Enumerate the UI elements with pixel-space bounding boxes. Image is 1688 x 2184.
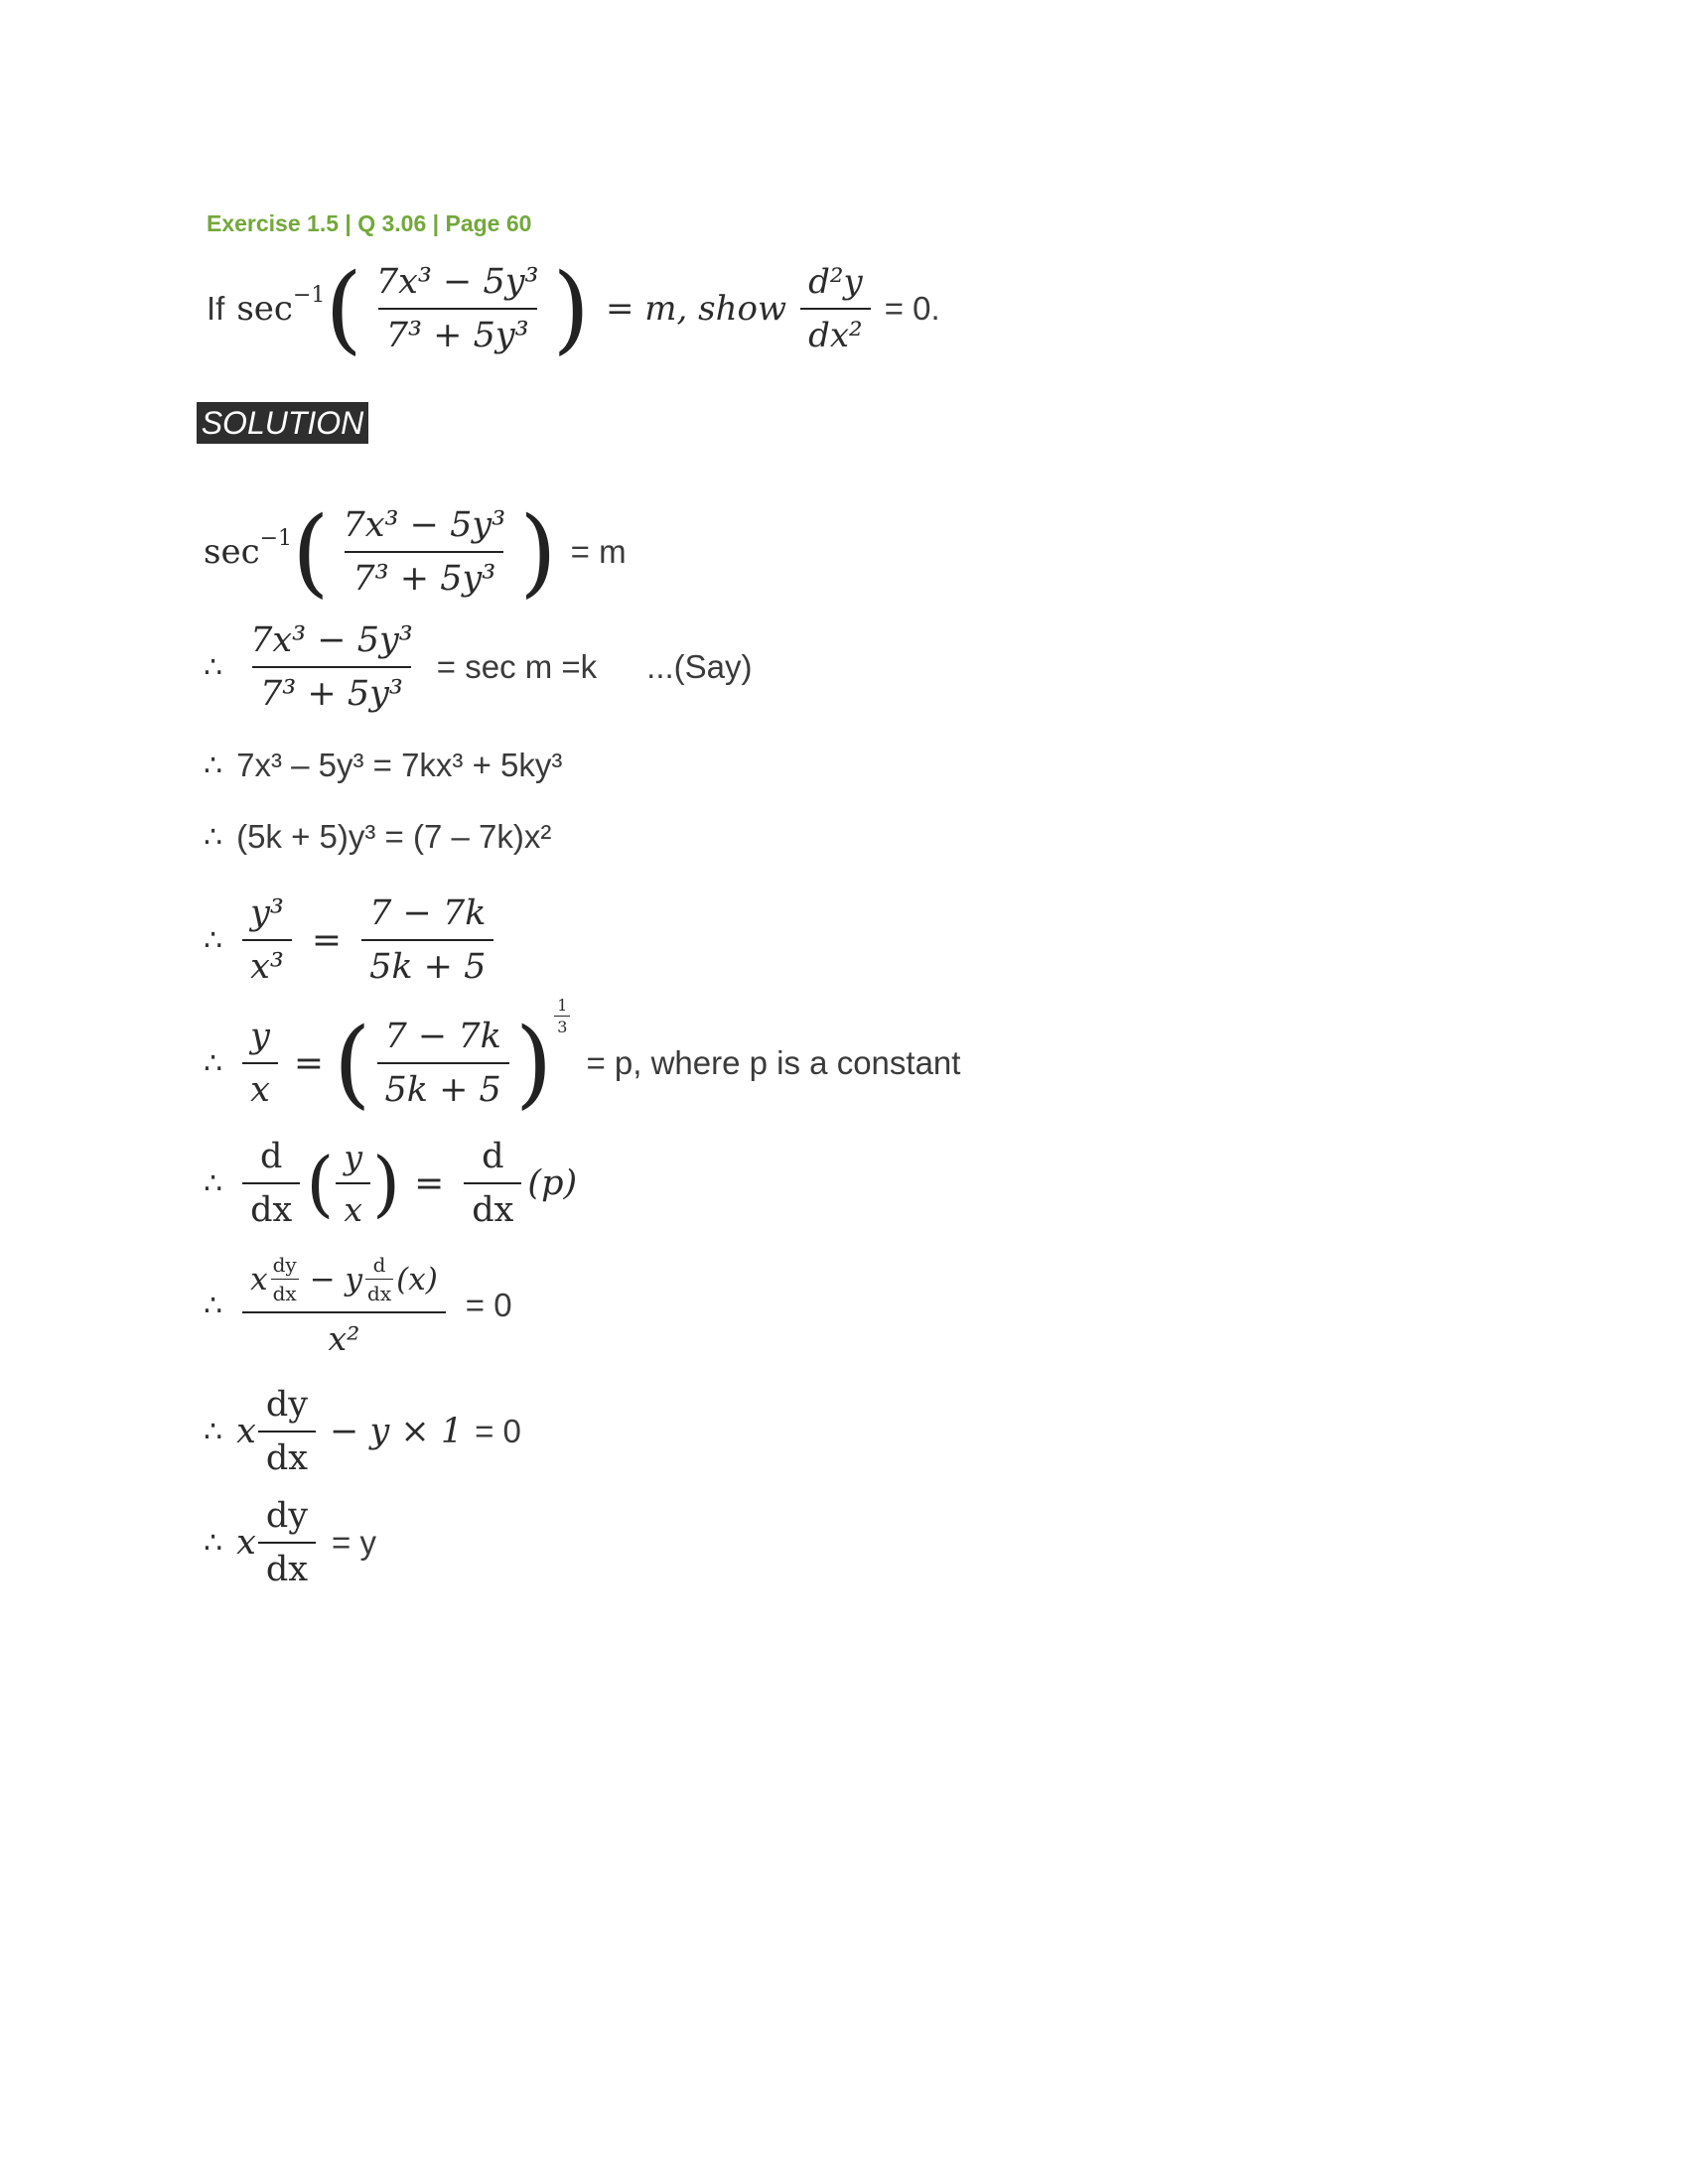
- solution-step-4: ∴ (5k + 5)y³ = (7 – 7k)x²: [204, 818, 552, 855]
- solution-step-2: ∴ $\frac{\text{7x³ − 5y³}}{\text{7³ + 5y³}}$ = sec m =k ...(Say): [204, 620, 753, 714]
- exercise-reference: Exercise 1.5 | Q 3.06 | Page 60: [207, 210, 532, 236]
- solution-step-5: ∴ $\frac{\text{y³}}{\text{x³}}$ = $\frac{7 - 7k}{5k + 5}$: [204, 893, 499, 987]
- solution-step-8: ∴ x $\frac{dy}{dx}$ − y $\frac{d}{dx}$ (x) x² = 0: [204, 1253, 512, 1358]
- solution-step-3: ∴ 7x³ – 5y³ = 7kx³ + 5ky³: [204, 747, 563, 783]
- question-fraction: $\frac{\text{7x³ − 5y³}}{\text{7³ + 5y³}}$: [375, 262, 539, 355]
- exponent-one-third: $\frac{1}{3}$: [554, 996, 570, 1036]
- solution-label: SOLUTION: [197, 402, 368, 444]
- solution-step-1: sec −1 ( $\frac{\text{7x³ − 5y³}}{\text{7³ + 5y³}}$ ) = m: [204, 496, 627, 608]
- question-tail: = 0.: [884, 290, 940, 327]
- inverse-exponent: −1: [292, 282, 326, 308]
- second-derivative: $\frac{\text{d²y}}{\text{dx²}}$: [800, 262, 871, 355]
- solution-step-6: ∴ $\frac{y}{x}$ = ( $\frac{7 - 7k}{5k + 5}$ ) $\frac{1}{3}$ = p, where p is a constant: [204, 995, 961, 1119]
- solution-step-10: ∴ x $\frac{dy}{dx}$ = y: [204, 1496, 376, 1589]
- question-statement: If sec −1 ( $\frac{\text{7x³ − 5y³}}{\text{7³ + 5y³}}$ ) = m, show $\frac{\text{d²y}}{\text{dx²}}$ = 0.: [207, 253, 940, 364]
- question-prefix: If: [207, 290, 225, 327]
- equals-m-show: = m, show: [606, 289, 787, 329]
- sec-function: sec: [236, 289, 293, 329]
- solution-step-7: ∴ $\frac{d}{dx}$ ( $\frac{y}{x}$ ) = $\frac{d}{dx}$ (p): [204, 1137, 578, 1230]
- solution-step-9: ∴ x $\frac{dy}{dx}$ − y × 1 = 0: [204, 1385, 521, 1478]
